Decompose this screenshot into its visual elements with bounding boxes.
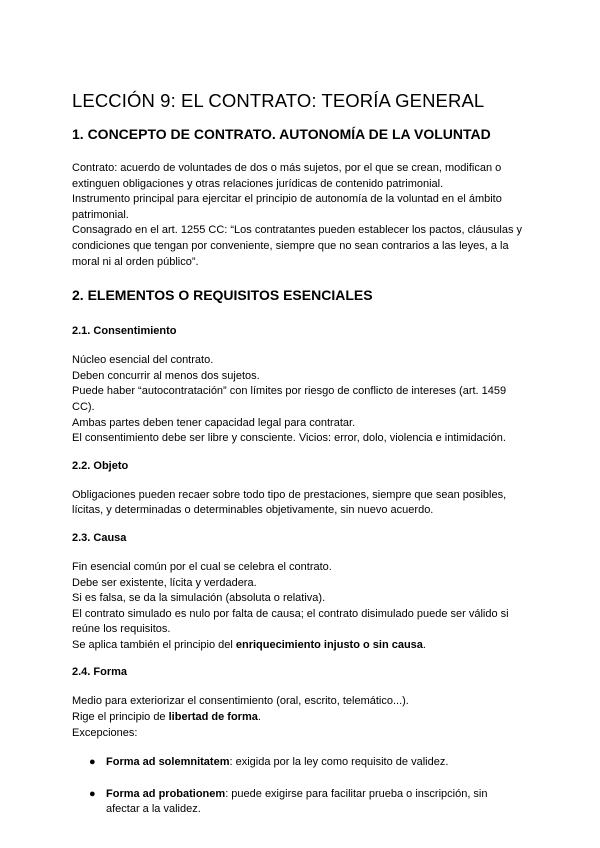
paragraph-line: Debe ser existente, lícita y verdadera. (72, 576, 257, 589)
subsection-causa-body (72, 560, 532, 654)
paragraph-line: Si es falsa, se da la simulación (absoluta o relativa). (72, 592, 326, 605)
section-1-body (72, 161, 532, 270)
bold-term: Forma ad solemnitatem (106, 756, 230, 769)
paragraph-line: patrimonial. (72, 208, 129, 221)
text-run: : exigida por la ley como requisito de validez. (229, 756, 449, 769)
text-run: : puede exigirse para facilitar prueba o inscripción, sin (225, 787, 488, 800)
text-run: afectar a la validez. (106, 803, 201, 816)
paragraph-line (72, 710, 532, 726)
section-2-heading: 2. ELEMENTOS O REQUISITOS ESENCIALES (72, 287, 373, 304)
section-1-heading: 1. CONCEPTO DE CONTRATO. AUTONOMÍA DE LA VOLUNTAD (72, 126, 491, 142)
paragraph-line: Ambas partes deben tener capacidad legal para contratar. (72, 416, 356, 429)
page-title: LECCIÓN 9: EL CONTRATO: TEORÍA GENERAL (72, 90, 485, 111)
subsection-consentimiento-body (72, 353, 532, 447)
text-run: . (422, 638, 426, 651)
exceptions-list (72, 755, 532, 818)
list-item (72, 787, 532, 818)
paragraph-line: CC). (72, 400, 95, 413)
subsection-forma-heading: 2.4. Forma (72, 666, 128, 679)
text-run: Se aplica también el principio del (72, 638, 236, 651)
paragraph-line: extinguen obligaciones y otras relaciones jurídicas de contenido patrimonial. (72, 177, 444, 190)
bold-term: Forma ad probationem (106, 787, 226, 800)
paragraph-line: Núcleo esencial del contrato. (72, 354, 214, 367)
subsection-consentimiento-heading: 2.1. Consentimiento (72, 325, 177, 338)
paragraph-line (72, 638, 532, 654)
paragraph-line: condiciones que tengan por conveniente, siempre que no sean contrarios a las leyes, a la (72, 239, 509, 252)
paragraph-line: Medio para exteriorizar el consentimiento (oral, escrito, telemático...). (72, 695, 409, 708)
subsection-objeto-body (72, 488, 532, 519)
paragraph-line: Obligaciones pueden recaer sobre todo tipo de prestaciones, siempre que sean posibles, (72, 488, 507, 501)
paragraph-line: lícitas, y determinadas o determinables objetivamente, sin nuevo acuerdo. (72, 504, 434, 517)
paragraph-line: El consentimiento debe ser libre y consciente. Vicios: error, dolo, violencia e intimidación. (72, 432, 506, 445)
bold-term: enriquecimiento injusto o sin causa (235, 638, 423, 651)
paragraph-line: Consagrado en el art. 1255 CC: “Los contratantes pueden establecer los pactos, cláusulas y (72, 224, 523, 237)
document-page (72, 88, 532, 818)
subsection-objeto-heading: 2.2. Objeto (72, 459, 129, 472)
paragraph-line: reúne los requisitos. (72, 623, 171, 636)
paragraph-line: Deben concurrir al menos dos sujetos. (72, 369, 260, 382)
text-run: Rige el principio de (72, 711, 169, 724)
paragraph-line: moral ni al orden público”. (72, 255, 199, 268)
paragraph-line: El contrato simulado es nulo por falta de causa; el contrato disimulado puede ser válido si (72, 607, 509, 620)
paragraph-line: Instrumento principal para ejercitar el principio de autonomía de la voluntad en el ámbito (72, 193, 502, 206)
bullet-icon: ● (89, 756, 96, 769)
paragraph-line: Excepciones: (72, 726, 138, 739)
text-run: . (257, 711, 261, 724)
paragraph-line: Contrato: acuerdo de voluntades de dos o más sujetos, por el que se crean, modifican o (72, 162, 502, 174)
paragraph-line: Fin esencial común por el cual se celebra el contrato. (72, 560, 332, 573)
paragraph-line: Puede haber “autocontratación” con límites por riesgo de conflicto de intereses (art. 1459 (72, 385, 507, 398)
list-item (72, 755, 532, 771)
subsection-forma-body (72, 694, 532, 818)
bold-term: libertad de forma (168, 711, 258, 724)
subsection-causa-heading: 2.3. Causa (72, 531, 127, 544)
bullet-icon: ● (89, 787, 96, 800)
